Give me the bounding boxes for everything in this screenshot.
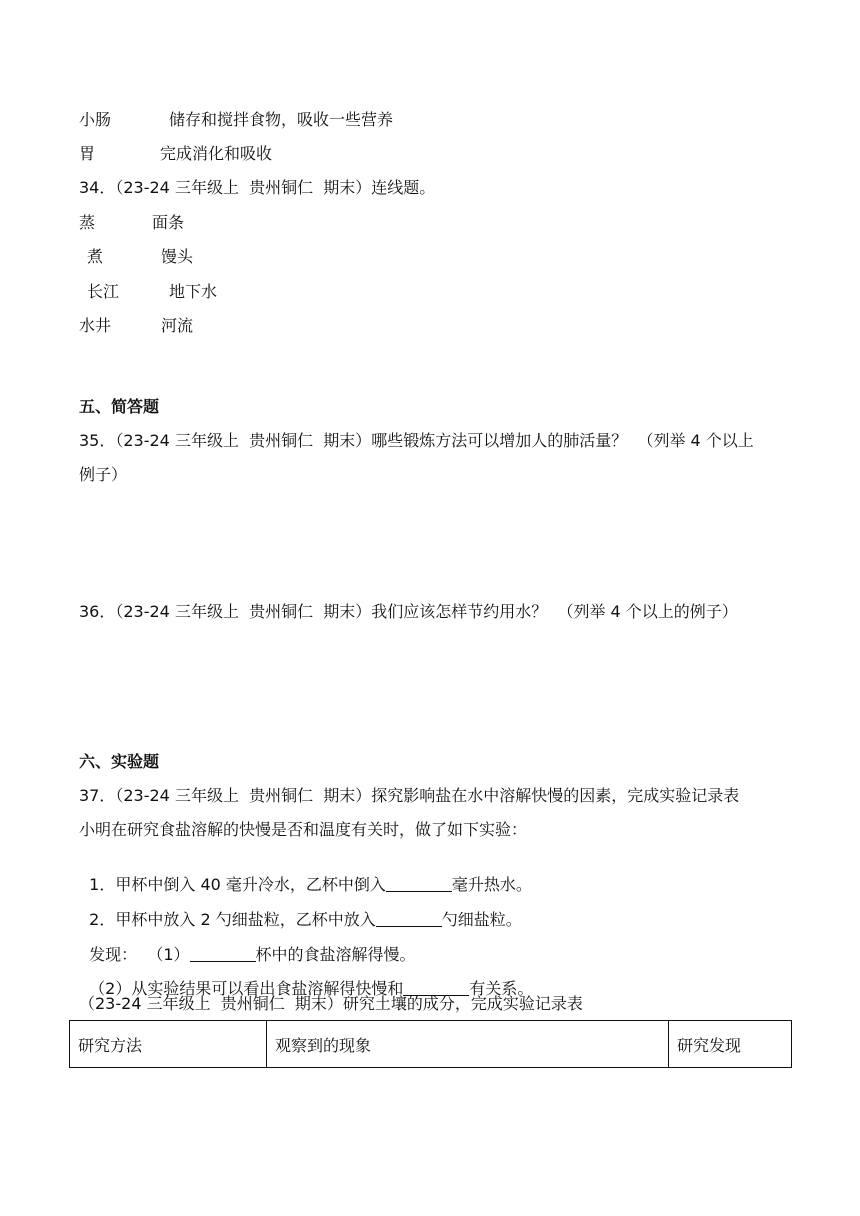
finding-text: （2）从实验结果可以看出食盐溶解得快慢和 [89,979,404,998]
finding-text: 有关系。 [469,979,534,998]
finding-2 [79,959,533,999]
question-37-intro: 小明在研究食盐溶解的快慢是否和温度有关时，做了如下实验： [79,820,528,839]
match-left-item: 胃 [79,144,96,163]
question-38-title: （23-24 三年级上 贵州铜仁 期末）研究土壤的成分，完成实验记录表 [79,994,583,1013]
table-header-cell: 观察到的现象 [267,1021,669,1068]
step-text: 1．甲杯中倒入 40 毫升冷水，乙杯中倒入 [89,875,386,894]
question-35-text: 35．（23-24 三年级上 贵州铜仁 期末）哪些锻炼方法可以增加人的肺活量？ （列举 4 个以上 [79,431,754,450]
match-right-item: 面条 [152,213,185,232]
step-text: 勺细盐粒。 [441,910,522,929]
finding-text: 发现： （1） [89,945,190,964]
section-heading: 五、简答题 [79,397,160,416]
step-text: 2．甲杯中放入 2 勺细盐粒，乙杯中放入 [89,910,376,929]
section-heading: 六、实验题 [79,752,160,771]
question-37-title: 37．（23-24 三年级上 贵州铜仁 期末）探究影响盐在水中溶解快慢的因素，完成实验记录表 [79,786,740,805]
step-text: 毫升热水。 [451,875,532,894]
match-right-item: 河流 [161,316,194,335]
match-right-item: 馒头 [161,247,194,266]
question-34-title: 34．（23-24 三年级上 贵州铜仁 期末）连线题。 [79,178,436,197]
question-36-text: 36．（23-24 三年级上 贵州铜仁 期末）我们应该怎样节约用水？ （列举 4 个以上的例子） [79,602,738,621]
match-left-item: 煮 [87,247,104,266]
match-right-item: 地下水 [169,282,218,301]
experiment-record-table [69,1020,792,1068]
question-35-text-cont: 例子） [79,465,128,484]
finding-text: 杯中的食盐溶解得慢。 [255,945,416,964]
match-left-item: 蒸 [79,213,96,232]
match-left-item: 长江 [87,282,120,301]
match-right-item: 完成消化和吸收 [160,144,273,163]
table-header-row [70,1021,792,1068]
table-header-cell: 研究发现 [669,1021,792,1068]
experiment-step-2 [79,890,522,930]
match-left-item: 水井 [79,316,112,335]
table-header-cell: 研究方法 [70,1021,267,1068]
match-right-item: 储存和搅拌食物，吸收一些营养 [169,110,394,129]
experiment-step-1 [79,855,532,895]
match-left-item: 小肠 [79,110,112,129]
